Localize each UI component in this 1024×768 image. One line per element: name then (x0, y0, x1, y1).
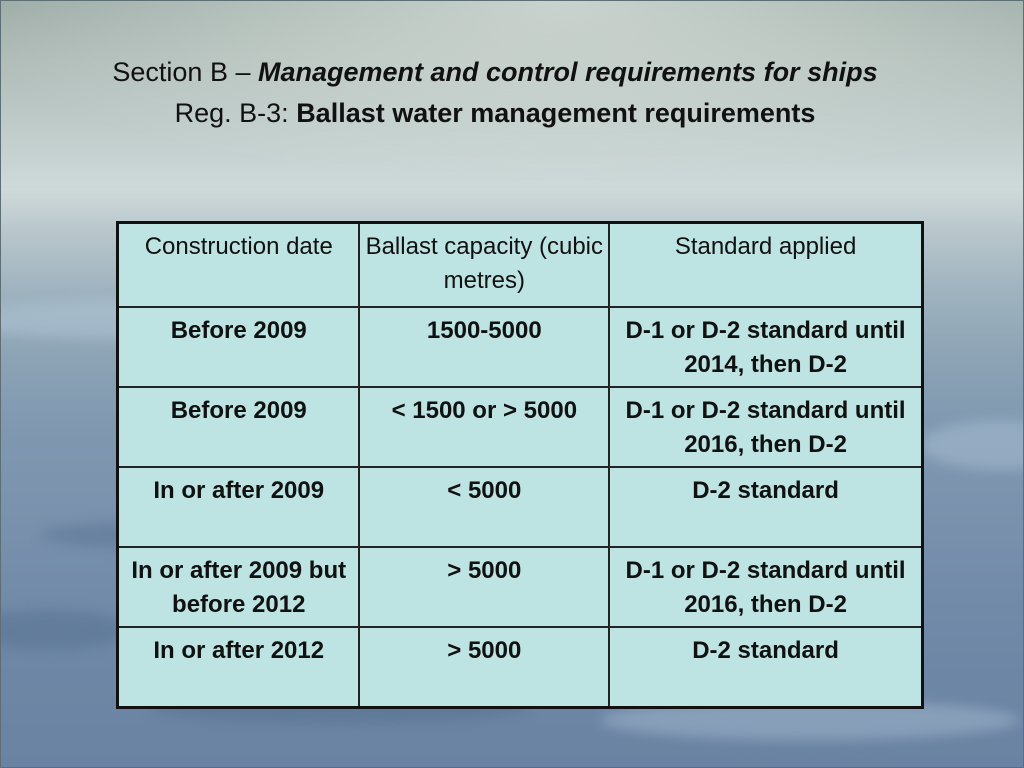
cell-construction-date: Before 2009 (118, 307, 360, 387)
table-row (118, 627, 923, 708)
cell-construction-date: In or after 2012 (118, 627, 360, 708)
title-regulation-heading: Ballast water management requirements (296, 98, 816, 128)
header-standard-applied: Standard applied (609, 223, 922, 308)
cell-standard-applied: D-2 standard (609, 467, 922, 547)
table-row (118, 547, 923, 627)
water-ripple (0, 610, 130, 650)
cell-construction-date: Before 2009 (118, 387, 360, 467)
water-ripple (920, 420, 1024, 470)
table-row (118, 387, 923, 467)
cell-standard-applied: D-1 or D-2 standard until 2016, then D-2 (609, 547, 922, 627)
cell-ballast-capacity: < 1500 or > 5000 (359, 387, 609, 467)
cell-ballast-capacity: > 5000 (359, 547, 609, 627)
table-header-row (118, 223, 923, 308)
title-line-section (0, 52, 990, 93)
cell-ballast-capacity: 1500-5000 (359, 307, 609, 387)
header-ballast-capacity: Ballast capacity (cubic metres) (359, 223, 609, 308)
table-row (118, 307, 923, 387)
requirements-table (116, 221, 924, 709)
title-regulation-label: Reg. B-3: (174, 98, 297, 128)
table-row (118, 467, 923, 547)
cell-ballast-capacity: > 5000 (359, 627, 609, 708)
title-section-heading: Management and control requirements for ships (257, 57, 878, 87)
title-line-regulation (0, 93, 990, 134)
header-construction-date: Construction date (118, 223, 360, 308)
cell-standard-applied: D-1 or D-2 standard until 2016, then D-2 (609, 387, 922, 467)
slide-title (0, 52, 990, 134)
cell-construction-date: In or after 2009 (118, 467, 360, 547)
cell-ballast-capacity: < 5000 (359, 467, 609, 547)
cell-construction-date: In or after 2009 but before 2012 (118, 547, 360, 627)
title-section-label: Section B – (112, 57, 258, 87)
cell-standard-applied: D-2 standard (609, 627, 922, 708)
cell-standard-applied: D-1 or D-2 standard until 2014, then D-2 (609, 307, 922, 387)
